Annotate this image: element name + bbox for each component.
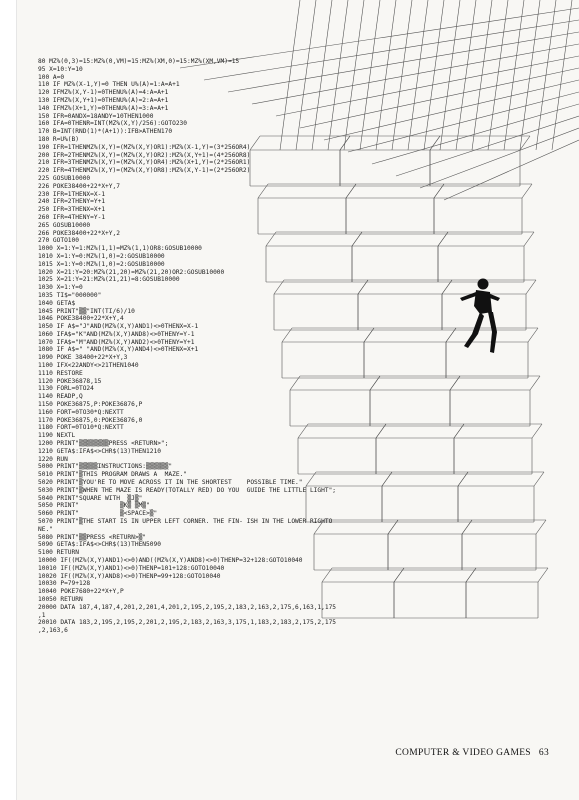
code-line: 5050 PRINT" ▒K▒ ▒M▒"	[38, 502, 150, 510]
code-line: 1030 X=1:Y=0	[38, 284, 83, 292]
code-line: 5010 PRINT"▒THIS PROGRAM DRAWS A MAZE."	[38, 471, 188, 479]
code-line: ,2,163,6	[38, 627, 68, 635]
code-line: 80 MZ%(0,3)=15:MZ%(0,VM)=15:MZ%(XM,0)=15:MZ%(XM,VM)=15	[38, 58, 240, 65]
code-line: 1190 NEXTL	[38, 432, 76, 440]
code-line: 10040 POKE7680+22*X+Y,P	[38, 588, 124, 596]
code-line: 230 IFR=1THENX=X-1	[38, 190, 106, 198]
code-line: 20000 DATA 187,4,187,4,201,2,201,4,201,2,195,2,195,2,183,2,163,2,175,6,163,1,175	[38, 603, 337, 611]
code-line: 266 POKE38400+22*X+Y,2	[38, 229, 120, 237]
code-line: 5030 PRINT"▒WHEN THE MAZE IS READY(TOTALLY RED) DO YOU GUIDE THE LITTLE LIGHT";	[38, 486, 337, 494]
code-line: 1160 FORT=0TO30*Q:NEXTT	[38, 408, 124, 416]
code-line: 20010 DATA 183,2,195,2,195,2,201,2,195,2,183,2,163,3,175,1,183,2,183,2,175,2,175	[38, 619, 337, 627]
code-line: 1200 PRINT"▒▒▒▒▒▒▒▒PRESS <RETURN>";	[38, 440, 169, 448]
code-line: 1140 READP,Q	[38, 393, 83, 401]
code-line: 1130 FORL=0TO24	[38, 385, 94, 393]
code-line: 120 IFMZ%(X,Y-1)=0THENU%(A)=4:A=A+1	[38, 89, 169, 97]
running-man-icon	[452, 276, 502, 356]
code-line: 100 A=0	[38, 73, 65, 81]
page-footer	[387, 748, 549, 758]
code-line: 180 R=U%(B)	[38, 135, 79, 143]
code-line: 130 IFMZ%(X,Y+1)=0THENU%(A)=2:A=A+1	[38, 96, 169, 104]
code-line: 5020 PRINT"▒YOU'RE TO MOVE ACROSS IT IN THE SHORTEST POSSIBLE TIME."	[38, 479, 303, 487]
code-line: 1045 PRINT"▒▒"INT(TI/6)/10	[38, 307, 135, 315]
code-line: 270 GOTO100	[38, 237, 79, 245]
code-line: 10030 P=79+128	[38, 580, 91, 588]
code-line: 265 GOSUB10000	[38, 221, 91, 229]
code-line: 1220 RUN	[38, 455, 68, 463]
code-line: 5040 PRINT"SQUARE WITH ▒J▒"	[38, 494, 143, 502]
code-line: 1170 POKE36875,0:POKE36876,0	[38, 416, 143, 424]
code-line: 10000 IF((MZ%(X,Y)AND1)<>0)AND((MZ%(X,Y)AND8)<>0)THENP=32+128:GOTO10040	[38, 557, 303, 564]
code-line: 240 IFR=2THENY=Y+1	[38, 198, 106, 206]
code-line: 1020 X=21:Y=20:MZ%(21,20)=MZ%(21,20)OR2:GOSUB10000	[38, 268, 225, 276]
code-line: 1025 X=21:Y=21:MZ%(21,21)=8:GOSUB10000	[38, 276, 180, 284]
code-line: 1150 POKE36875,P:POKE36876,P	[38, 401, 143, 409]
code-line: 1010 X=1:Y=0:MZ%(1,0)=2:GOSUB10000	[38, 252, 165, 260]
code-line: 1070 IFA$="M"AND(MZ%(X,Y)AND2)<>0THENY=Y+1	[38, 338, 195, 346]
code-line: NE."	[38, 525, 53, 533]
code-line: 1040 GETA$	[38, 299, 76, 307]
code-line: 5070 PRINT"▒THE START IS IN UPPER LEFT CORNER. THE FIN- ISH IN THE LOWER RIGHTO	[38, 518, 333, 526]
code-line: 5090 GETA$:IFA$<>CHR$(13)THEN5090	[38, 541, 161, 549]
code-line: 110 IF MZ%(X-1,Y)=0 THEN U%(A)=1:A=A+1	[38, 81, 180, 89]
code-line: 10020 IF((MZ%(X,Y)AND8)<>0)THENP=99+128:GOTO10040	[38, 572, 221, 580]
code-line: 190 IFR=1THENMZ%(X,Y)=(MZ%(X,Y)OR1):MZ%(X-1,Y)=(3*256OR4)	[38, 143, 251, 151]
code-line: 160 IFA=0THENR=INT(MZ%(X,Y)/256):GOTO230	[38, 120, 188, 128]
code-line: 1120 POKE36878,15	[38, 377, 102, 385]
code-line: 1210 GETA$:IFA$<>CHR$(13)THEN1210	[38, 447, 161, 455]
code-line: 1180 FORT=0TO10*Q:NEXTT	[38, 424, 124, 432]
code-line: 260 IFR=4THENY=Y-1	[38, 213, 106, 221]
code-line: 95 X=10:Y=10	[38, 65, 83, 73]
code-line: 1110 RESTORE	[38, 369, 83, 377]
code-line: 1060 IFA$="K"AND(MZ%(X,Y)AND8)<>0THENY=Y-1	[38, 330, 195, 338]
code-line: 225 GOSUB10000	[38, 174, 91, 182]
code-line: 226 POKE38400+22*X+Y,7	[38, 182, 120, 190]
code-line: 210 IFR=3THENMZ%(X,Y)=(MZ%(X,Y)OR4):MZ%(X+1,Y)=(2*256OR1)	[38, 159, 251, 167]
code-line: 150 IFR=0ANDX=18ANDY=10THEN1000	[38, 112, 154, 120]
code-line: 200 IFR=2THENMZ%(X,Y)=(MZ%(X,Y)OR2):MZ%(X,Y+1)=(4*256OR8)	[38, 151, 251, 159]
code-line: 10010 IF((MZ%(X,Y)AND1)<>0)THENP=101+128:GOTO10040	[38, 564, 225, 572]
code-line: 1090 POKE 38400+22*X+Y,3	[38, 354, 128, 362]
code-line: 1000 X=1:Y=1:MZ%(1,1)=MZ%(1,1)OR8:GOSUB10000	[38, 245, 202, 253]
code-line: 1050 IF A$="J"AND(MZ%(X,Y)AND1)<>0THENX=X-1	[38, 323, 199, 331]
publication-name: COMPUTER & VIDEO GAMES	[395, 748, 531, 758]
code-line: 220 IFR=4THENMZ%(X,Y)=(MZ%(X,Y)OR8):MZ%(X,Y-1)=(2*256OR2)	[38, 167, 251, 175]
code-line: 1015 X=1:Y=0:MZ%(1,0)=2:GOSUB10000	[38, 260, 165, 268]
code-line: 1046 POKE38400+22*X+Y,4	[38, 315, 124, 323]
code-line: 1080 IF A$=" "AND(MZ%(X,Y)AND4)<>0THENX=X+1	[38, 346, 199, 354]
code-line: 5060 PRINT" ▒<SPACE>▒"	[38, 510, 158, 518]
code-line: 170 B=INT(RND(1)*(A+1)):IFB>ATHEN170	[38, 128, 173, 136]
code-line: 5100 RETURN	[38, 549, 79, 557]
code-line: 250 IFR=3THENX=X+1	[38, 206, 106, 214]
code-line: 140 IFMZ%(X+1,Y)=0THENU%(A)=3:A=A+1	[38, 104, 169, 112]
code-line: ,1	[38, 611, 46, 619]
code-line: 1035 TI$="000000"	[38, 291, 102, 299]
code-line: 1100 IFX<22ANDY<>21THEN1040	[38, 362, 139, 370]
code-line: 5080 PRINT"▒▒PRESS <RETURN>▒"	[38, 533, 147, 541]
code-line: 10050 RETURN	[38, 595, 83, 603]
code-line: 5000 PRINT"▒▒▒▒▒INSTRUCTIONS:▒▒▒▒▒▒"	[38, 463, 173, 471]
page-number: 63	[538, 748, 549, 758]
